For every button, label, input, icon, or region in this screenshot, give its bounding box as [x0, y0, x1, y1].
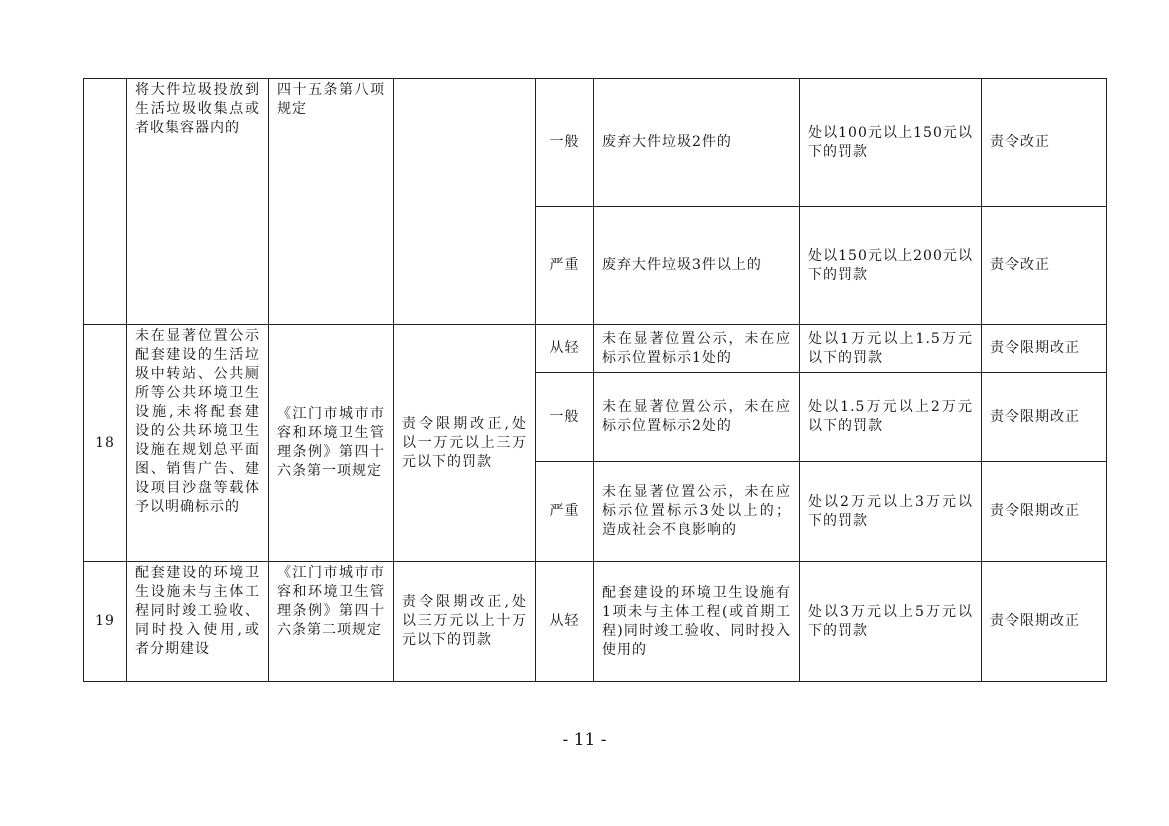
penalty-standard-table [83, 78, 1107, 682]
table-row [84, 79, 1107, 207]
penalty-standard-cell: 处以2万元以上3万元以下的罚款 [800, 462, 982, 562]
severity-level-cell: 从轻 [536, 562, 594, 682]
table-row [84, 562, 1107, 682]
measure-cell: 责令限期改正 [982, 373, 1107, 462]
measure-cell: 责令限期改正 [982, 462, 1107, 562]
penalty-standard-cell: 处以3万元以上5万元以下的罚款 [800, 562, 982, 682]
severity-level-cell: 一般 [536, 373, 594, 462]
penalty-standard-cell: 处以1万元以上1.5万元以下的罚款 [800, 325, 982, 373]
severity-level-cell: 从轻 [536, 325, 594, 373]
legal-basis-cell: 《江门市城市市容和环境卫生管理条例》第四十六条第二项规定 [269, 562, 394, 682]
penalty-clause-cell [394, 79, 536, 325]
penalty-clause-cell: 责令限期改正,处以一万元以上三万元以下的罚款 [394, 325, 536, 562]
penalty-clause-cell: 责令限期改正,处以三万元以上十万元以下的罚款 [394, 562, 536, 682]
penalty-standard-cell: 处以1.5万元以上2万元以下的罚款 [800, 373, 982, 462]
severity-level-cell: 一般 [536, 79, 594, 207]
table-row [84, 325, 1107, 373]
page-number: - 11 - [562, 730, 607, 750]
item-number-cell: 19 [84, 562, 127, 682]
measure-cell: 责令限期改正 [982, 562, 1107, 682]
measure-cell: 责令改正 [982, 207, 1107, 325]
circumstance-cell: 未在显著位置公示，未在应标示位置标示2处的 [594, 373, 800, 462]
circumstance-cell: 废弃大件垃圾2件的 [594, 79, 800, 207]
circumstance-cell: 未在显著位置公示，未在应标示位置标示3处以上的；造成社会不良影响的 [594, 462, 800, 562]
penalty-standard-cell: 处以150元以上200元以下的罚款 [800, 207, 982, 325]
violation-behavior-cell: 配套建设的环境卫生设施未与主体工程同时竣工验收、同时投入使用,或者分期建设 [127, 562, 269, 682]
circumstance-cell: 废弃大件垃圾3件以上的 [594, 207, 800, 325]
item-number-cell: 18 [84, 325, 127, 562]
violation-behavior-cell: 未在显著位置公示配套建设的生活垃圾中转站、公共厕所等公共环境卫生设施,未将配套建设的公共环境卫生设施在规划总平面图、销售广告、建设项目沙盘等载体予以明确标示的 [127, 325, 269, 562]
item-number-cell [84, 79, 127, 325]
circumstance-cell: 配套建设的环境卫生设施有1项未与主体工程(或首期工程)同时竣工验收、同时投入使用的 [594, 562, 800, 682]
circumstance-cell: 未在显著位置公示，未在应标示位置标示1处的 [594, 325, 800, 373]
legal-basis-cell: 四十五条第八项规定 [269, 79, 394, 325]
measure-cell: 责令限期改正 [982, 325, 1107, 373]
penalty-standard-cell: 处以100元以上150元以下的罚款 [800, 79, 982, 207]
violation-behavior-cell: 将大件垃圾投放到生活垃圾收集点或者收集容器内的 [127, 79, 269, 325]
measure-cell: 责令改正 [982, 79, 1107, 207]
severity-level-cell: 严重 [536, 462, 594, 562]
severity-level-cell: 严重 [536, 207, 594, 325]
legal-basis-cell: 《江门市城市市容和环境卫生管理条例》第四十六条第一项规定 [269, 325, 394, 562]
